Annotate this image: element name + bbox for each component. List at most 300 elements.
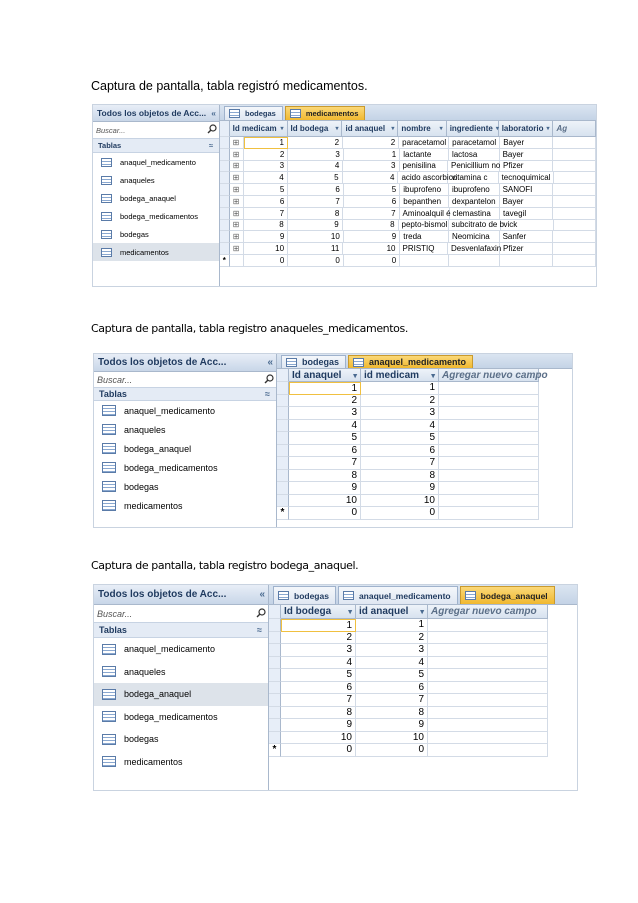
collapse-group-icon[interactable]: ≈ (208, 141, 213, 150)
sort-dropdown-icon[interactable]: ▾ (546, 126, 550, 132)
new-record-icon[interactable]: * (220, 255, 230, 267)
empty-cell[interactable] (428, 707, 548, 720)
nav-search[interactable] (94, 372, 276, 388)
table-cell[interactable] (553, 208, 596, 220)
tab-bodegas[interactable] (224, 106, 283, 120)
column-header[interactable] (342, 121, 398, 137)
nav-item-bodegas[interactable] (93, 225, 219, 243)
empty-cell[interactable] (428, 719, 548, 732)
collapse-pane-icon[interactable]: « (267, 357, 273, 368)
table-cell[interactable]: Aminoalquil é (400, 208, 450, 220)
column-header[interactable] (428, 605, 548, 619)
table-cell[interactable]: 3 (244, 161, 288, 173)
new-record-icon[interactable]: * (277, 507, 289, 520)
table-cell[interactable] (553, 255, 596, 267)
table-cell[interactable]: tavegil (500, 208, 553, 220)
nav-item-medicamentos[interactable] (94, 496, 276, 515)
table-row[interactable] (277, 457, 572, 470)
select-all-box[interactable] (269, 605, 281, 619)
table-cell[interactable]: lactante (400, 149, 449, 161)
column-header[interactable] (356, 605, 428, 619)
nav-item-anaqueles[interactable] (93, 171, 219, 189)
table-cell[interactable]: 2 (343, 137, 399, 149)
expand-icon[interactable]: ⊞ (230, 137, 245, 149)
table-row[interactable] (220, 220, 596, 232)
table-cell[interactable]: Bayer (500, 137, 553, 149)
table-cell[interactable]: 6 (361, 445, 439, 458)
column-header[interactable] (439, 369, 548, 382)
table-cell[interactable] (553, 149, 596, 161)
record-selector[interactable] (277, 482, 289, 495)
nav-item-bodega-anaquel[interactable] (94, 439, 276, 458)
sort-dropdown-icon[interactable]: ▾ (420, 607, 424, 616)
column-header[interactable] (447, 121, 499, 137)
column-header[interactable] (289, 369, 361, 382)
table-cell[interactable]: Desvenlafaxin (448, 243, 500, 255)
table-row[interactable] (269, 707, 577, 720)
table-row[interactable] (277, 482, 572, 495)
nav-item-anaquel-medicamento[interactable] (94, 638, 268, 661)
table-cell[interactable]: SANOFI (500, 184, 554, 196)
table-cell[interactable] (553, 137, 596, 149)
sort-dropdown-icon[interactable]: ▾ (495, 126, 499, 132)
record-selector[interactable] (220, 220, 230, 232)
empty-cell[interactable] (439, 445, 539, 458)
record-selector[interactable] (269, 719, 281, 732)
table-row[interactable] (277, 445, 572, 458)
record-selector[interactable] (269, 632, 281, 645)
table-row[interactable] (220, 243, 596, 255)
column-header[interactable] (361, 369, 439, 382)
expand-icon[interactable]: ⊞ (230, 196, 245, 208)
table-cell[interactable]: 4 (281, 657, 356, 670)
table-cell[interactable]: 0 (288, 255, 343, 267)
table-cell[interactable]: 7 (356, 694, 428, 707)
table-cell[interactable]: 2 (356, 632, 428, 645)
record-selector[interactable] (269, 669, 281, 682)
table-cell[interactable]: 1 (289, 382, 361, 395)
empty-cell[interactable] (428, 632, 548, 645)
table-icon (353, 358, 364, 367)
table-cell[interactable]: 10 (343, 243, 399, 255)
table-cell[interactable]: 8 (343, 220, 399, 232)
table-cell[interactable]: vitamina c (448, 172, 498, 184)
sort-dropdown-icon[interactable]: ▾ (280, 126, 284, 132)
table-cell[interactable]: 10 (281, 732, 356, 745)
record-selector[interactable] (277, 495, 289, 508)
table-row[interactable] (220, 231, 596, 243)
empty-cell[interactable] (439, 382, 539, 395)
nav-item-anaquel-medicamento[interactable] (93, 153, 219, 171)
table-cell[interactable]: 10 (356, 732, 428, 745)
table-cell[interactable]: 5 (289, 432, 361, 445)
table-cell[interactable]: Pfizer (500, 161, 553, 173)
column-header-label: Id anaquel (292, 369, 342, 381)
expand-icon[interactable]: ⊞ (230, 231, 245, 243)
sort-dropdown-icon[interactable]: ▾ (439, 126, 443, 132)
table-cell[interactable]: 3 (288, 149, 343, 161)
table-cell[interactable]: 3 (343, 161, 399, 173)
nav-pane-header[interactable] (94, 585, 268, 605)
table-row[interactable] (277, 395, 572, 408)
nav-group-tablas[interactable] (94, 623, 268, 638)
search-input[interactable]: Buscar... (97, 608, 133, 619)
table-row[interactable] (269, 694, 577, 707)
table-cell[interactable]: 3 (289, 407, 361, 420)
nav-item-anaqueles[interactable] (94, 661, 268, 684)
empty-cell[interactable] (428, 744, 548, 757)
table-cell[interactable]: 5 (344, 184, 400, 196)
collapse-group-icon[interactable]: ≈ (265, 389, 270, 399)
table-cell[interactable] (553, 184, 596, 196)
table-row[interactable] (277, 407, 572, 420)
table-cell[interactable] (553, 161, 596, 173)
sort-dropdown-icon[interactable]: ▾ (353, 370, 357, 380)
record-selector[interactable] (269, 707, 281, 720)
tab-anaquel-medicamento[interactable] (338, 586, 458, 604)
table-cell[interactable]: 2 (281, 632, 356, 645)
table-cell[interactable] (553, 196, 596, 208)
table-cell[interactable]: 6 (356, 682, 428, 695)
record-selector[interactable] (220, 184, 230, 196)
table-cell[interactable]: 9 (361, 482, 439, 495)
record-selector[interactable] (220, 196, 230, 208)
table-cell[interactable]: lactosa (449, 149, 500, 161)
expand-icon[interactable]: ⊞ (230, 172, 245, 184)
table-cell[interactable]: 5 (244, 184, 288, 196)
table-cell[interactable] (553, 231, 596, 243)
tab-medicamentos[interactable] (285, 106, 366, 120)
nav-search[interactable] (94, 605, 268, 623)
table-cell[interactable]: 8 (244, 220, 287, 232)
expand-icon[interactable]: ⊞ (230, 161, 245, 173)
search-input[interactable]: Buscar... (97, 374, 133, 385)
table-cell[interactable]: 8 (281, 707, 356, 720)
expand-icon[interactable]: ⊞ (230, 243, 245, 255)
table-cell[interactable]: Pfizer (500, 243, 553, 255)
empty-cell[interactable] (439, 432, 539, 445)
table-cell[interactable]: pepto-bismol (399, 220, 449, 232)
table-cell[interactable]: 1 (244, 137, 288, 149)
nav-item-anaqueles[interactable] (94, 420, 276, 439)
table-cell[interactable]: 4 (356, 657, 428, 670)
new-record-row[interactable] (277, 507, 572, 520)
table-row[interactable] (269, 669, 577, 682)
table-cell[interactable]: 10 (361, 495, 439, 508)
table-cell[interactable]: clemastina (450, 208, 500, 220)
record-selector[interactable] (277, 420, 289, 433)
table-cell[interactable]: 7 (361, 457, 439, 470)
table-row[interactable] (277, 470, 572, 483)
table-row[interactable] (220, 137, 596, 149)
nav-item-bodega-medicamentos[interactable] (94, 458, 276, 477)
table-cell[interactable]: dexpantelon (449, 196, 500, 208)
tab-anaquel-medicamento[interactable] (348, 355, 473, 368)
nav-item-anaquel-medicamento[interactable] (94, 401, 276, 420)
table-cell[interactable]: 8 (289, 470, 361, 483)
caption-anaqueles-medicamentos: Captura de pantalla, tabla registro anaqueles_medicamentos. (91, 322, 408, 335)
table-cell[interactable]: treda (400, 231, 449, 243)
new-record-row[interactable] (220, 255, 596, 267)
expand-icon[interactable]: ⊞ (230, 208, 245, 220)
table-cell[interactable]: 7 (288, 196, 343, 208)
table-cell[interactable]: paracetamol (449, 137, 500, 149)
nav-search[interactable] (93, 122, 219, 139)
table-cell[interactable]: 8 (356, 707, 428, 720)
table-cell[interactable]: 3 (356, 644, 428, 657)
table-row[interactable] (269, 732, 577, 745)
sort-dropdown-icon[interactable]: ▾ (391, 126, 395, 132)
table-cell[interactable]: 7 (289, 457, 361, 470)
table-cell[interactable]: 1 (344, 149, 400, 161)
column-header-label: Agregar nuevo campo (442, 369, 548, 381)
table-cell[interactable] (553, 243, 596, 255)
record-selector[interactable] (277, 395, 289, 408)
record-selector[interactable] (220, 243, 230, 255)
record-selector[interactable] (220, 161, 230, 173)
table-cell[interactable] (500, 255, 554, 267)
table-cell[interactable]: 0 (361, 507, 439, 520)
table-cell[interactable]: 10 (289, 495, 361, 508)
table-cell[interactable]: 3 (361, 407, 439, 420)
table-cell[interactable]: 7 (343, 208, 399, 220)
empty-cell[interactable] (439, 470, 539, 483)
table-cell[interactable]: 0 (244, 255, 288, 267)
table-cell[interactable]: 6 (288, 184, 343, 196)
table-cell[interactable]: Bayer (500, 149, 554, 161)
table-cell[interactable]: 4 (343, 172, 399, 184)
nav-pane-header[interactable] (94, 354, 276, 372)
table-cell[interactable]: ibuprofeno (449, 184, 500, 196)
empty-cell[interactable] (428, 694, 548, 707)
table-cell[interactable]: 0 (281, 744, 356, 757)
nav-group-tablas[interactable] (94, 388, 276, 401)
search-icon[interactable] (205, 124, 219, 136)
record-selector[interactable] (277, 432, 289, 445)
table-cell[interactable]: Penicillium no (448, 161, 500, 173)
record-selector[interactable] (277, 457, 289, 470)
record-selector[interactable] (269, 732, 281, 745)
column-header[interactable] (230, 121, 288, 137)
table-cell[interactable]: 5 (361, 432, 439, 445)
collapse-group-icon[interactable]: ≈ (257, 625, 262, 635)
table-cell[interactable]: 4 (361, 420, 439, 433)
record-selector[interactable] (269, 694, 281, 707)
select-all-box[interactable] (277, 369, 289, 382)
navigation-pane (94, 585, 269, 790)
nav-group-tablas[interactable] (93, 139, 219, 153)
table-cell[interactable]: 4 (289, 420, 361, 433)
table-icon (101, 230, 112, 239)
table-cell[interactable]: 9 (356, 719, 428, 732)
table-cell[interactable]: 7 (244, 208, 288, 220)
table-cell[interactable]: 8 (361, 470, 439, 483)
empty-cell[interactable] (428, 669, 548, 682)
table-row[interactable] (269, 632, 577, 645)
table-cell[interactable]: vick (501, 220, 554, 232)
empty-cell[interactable] (439, 420, 539, 433)
expand-icon[interactable]: ⊞ (230, 149, 245, 161)
empty-cell[interactable] (428, 644, 548, 657)
table-row[interactable] (269, 657, 577, 670)
column-header[interactable] (288, 121, 343, 137)
record-selector[interactable] (269, 682, 281, 695)
table-cell[interactable]: 0 (356, 744, 428, 757)
record-selector[interactable] (269, 644, 281, 657)
record-selector[interactable] (220, 137, 230, 149)
empty-cell[interactable] (428, 682, 548, 695)
record-selector[interactable] (277, 445, 289, 458)
table-cell[interactable]: paracetamol (399, 137, 449, 149)
select-all-box[interactable] (220, 121, 230, 137)
collapse-pane-icon[interactable]: « (211, 108, 216, 118)
table-cell[interactable]: 10 (244, 243, 288, 255)
table-row[interactable] (269, 619, 577, 632)
empty-cell[interactable] (428, 657, 548, 670)
table-cell[interactable]: penisilina (400, 161, 448, 173)
empty-cell[interactable] (439, 395, 539, 408)
expand-icon[interactable]: ⊞ (230, 184, 245, 196)
search-input[interactable]: Buscar... (96, 125, 126, 135)
table-cell[interactable]: 11 (288, 243, 343, 255)
tab-label: bodegas (245, 109, 276, 118)
nav-item-medicamentos[interactable] (93, 243, 219, 261)
table-cell[interactable]: 2 (361, 395, 439, 408)
record-selector[interactable] (269, 657, 281, 670)
table-cell[interactable]: acido ascorbico (398, 172, 448, 184)
table-cell[interactable]: 9 (288, 220, 343, 232)
table-cell[interactable]: Neomicina (449, 231, 500, 243)
table-row[interactable] (220, 208, 596, 220)
table-cell[interactable]: 4 (288, 161, 343, 173)
tab-bodega-anaquel[interactable] (460, 586, 555, 604)
column-header[interactable] (553, 121, 596, 137)
empty-cell[interactable] (439, 482, 539, 495)
record-selector[interactable] (220, 208, 230, 220)
table-row[interactable] (277, 495, 572, 508)
column-header[interactable] (499, 121, 554, 137)
table-cell[interactable]: 5 (288, 172, 343, 184)
nav-pane-header[interactable] (93, 105, 219, 122)
table-cell[interactable]: 10 (288, 231, 343, 243)
search-icon[interactable] (254, 608, 268, 620)
nav-item-bodega-anaquel[interactable] (93, 189, 219, 207)
table-cell[interactable]: tecnoquimical (499, 172, 554, 184)
table-cell[interactable]: ibuprofeno (400, 184, 449, 196)
table-row[interactable] (220, 196, 596, 208)
sort-dropdown-icon[interactable]: ▾ (348, 607, 352, 616)
nav-item-bodega-medicamentos[interactable] (93, 207, 219, 225)
empty-cell[interactable] (428, 732, 548, 745)
table-row[interactable] (220, 161, 596, 173)
table-row[interactable] (277, 382, 572, 395)
nav-item-bodegas[interactable] (94, 477, 276, 496)
expand-icon[interactable]: ⊞ (230, 220, 245, 232)
table-cell[interactable]: 9 (244, 231, 288, 243)
nav-item-label: anaqueles (124, 666, 166, 677)
table-cell[interactable]: Sanfer (500, 231, 554, 243)
table-cell[interactable]: subcitrato de b (449, 220, 501, 232)
new-record-icon[interactable]: * (269, 744, 281, 757)
table-cell[interactable]: 1 (356, 619, 428, 632)
record-selector[interactable] (277, 382, 289, 395)
empty-cell[interactable] (439, 495, 539, 508)
table-cell[interactable]: 2 (288, 137, 343, 149)
new-record-row[interactable] (269, 744, 577, 757)
table-row[interactable] (277, 432, 572, 445)
table-cell[interactable]: 5 (281, 669, 356, 682)
sort-dropdown-icon[interactable]: ▾ (335, 126, 339, 132)
table-cell[interactable]: 6 (281, 682, 356, 695)
tab-bodegas[interactable] (273, 586, 336, 604)
nav-item-bodega-medicamentos[interactable] (94, 706, 268, 729)
table-row[interactable] (220, 172, 596, 184)
table-cell[interactable]: Bayer (500, 196, 554, 208)
table-cell[interactable]: 1 (281, 619, 356, 632)
table-cell[interactable]: 6 (289, 445, 361, 458)
table-cell[interactable]: 2 (244, 149, 288, 161)
record-selector[interactable] (220, 149, 230, 161)
empty-cell[interactable] (439, 457, 539, 470)
table-cell[interactable]: 1 (361, 382, 439, 395)
table-row[interactable] (269, 719, 577, 732)
search-icon[interactable] (262, 374, 276, 386)
record-selector[interactable] (277, 407, 289, 420)
collapse-pane-icon[interactable]: « (259, 589, 265, 600)
nav-item-medicamentos[interactable] (94, 751, 268, 774)
table-cell[interactable]: 7 (281, 694, 356, 707)
column-header[interactable] (281, 605, 356, 619)
table-cell[interactable]: 3 (281, 644, 356, 657)
table-cell[interactable]: 0 (344, 255, 400, 267)
empty-cell[interactable] (428, 619, 548, 632)
record-selector[interactable] (269, 619, 281, 632)
table-cell[interactable]: 9 (289, 482, 361, 495)
record-selector[interactable] (220, 172, 230, 184)
tab-bodegas[interactable] (281, 355, 346, 368)
table-row[interactable] (269, 682, 577, 695)
table-cell[interactable]: PRISTIQ (400, 243, 448, 255)
table-row[interactable] (269, 644, 577, 657)
record-selector[interactable] (277, 470, 289, 483)
datasheet-grid (269, 605, 577, 790)
empty-cell[interactable] (439, 507, 539, 520)
table-cell[interactable]: 6 (244, 196, 288, 208)
empty-cell[interactable] (439, 407, 539, 420)
table-cell[interactable]: 8 (288, 208, 343, 220)
table-cell[interactable]: 9 (344, 231, 400, 243)
nav-item-bodegas[interactable] (94, 728, 268, 751)
record-selector[interactable] (220, 231, 230, 243)
table-cell[interactable]: 4 (244, 172, 287, 184)
table-cell[interactable] (554, 220, 596, 232)
table-cell[interactable]: 6 (344, 196, 400, 208)
table-cell[interactable]: 5 (356, 669, 428, 682)
sort-dropdown-icon[interactable]: ▾ (431, 370, 435, 380)
table-cell[interactable]: 2 (289, 395, 361, 408)
table-cell[interactable]: bepanthen (400, 196, 449, 208)
table-cell[interactable] (449, 255, 500, 267)
table-cell[interactable]: 9 (281, 719, 356, 732)
table-row[interactable] (220, 184, 596, 196)
table-cell[interactable]: 0 (289, 507, 361, 520)
table-cell[interactable] (400, 255, 449, 267)
nav-item-bodega-anaquel[interactable] (94, 683, 268, 706)
table-row[interactable] (277, 420, 572, 433)
column-header[interactable] (398, 121, 446, 137)
table-row[interactable] (220, 149, 596, 161)
table-cell[interactable] (554, 172, 596, 184)
